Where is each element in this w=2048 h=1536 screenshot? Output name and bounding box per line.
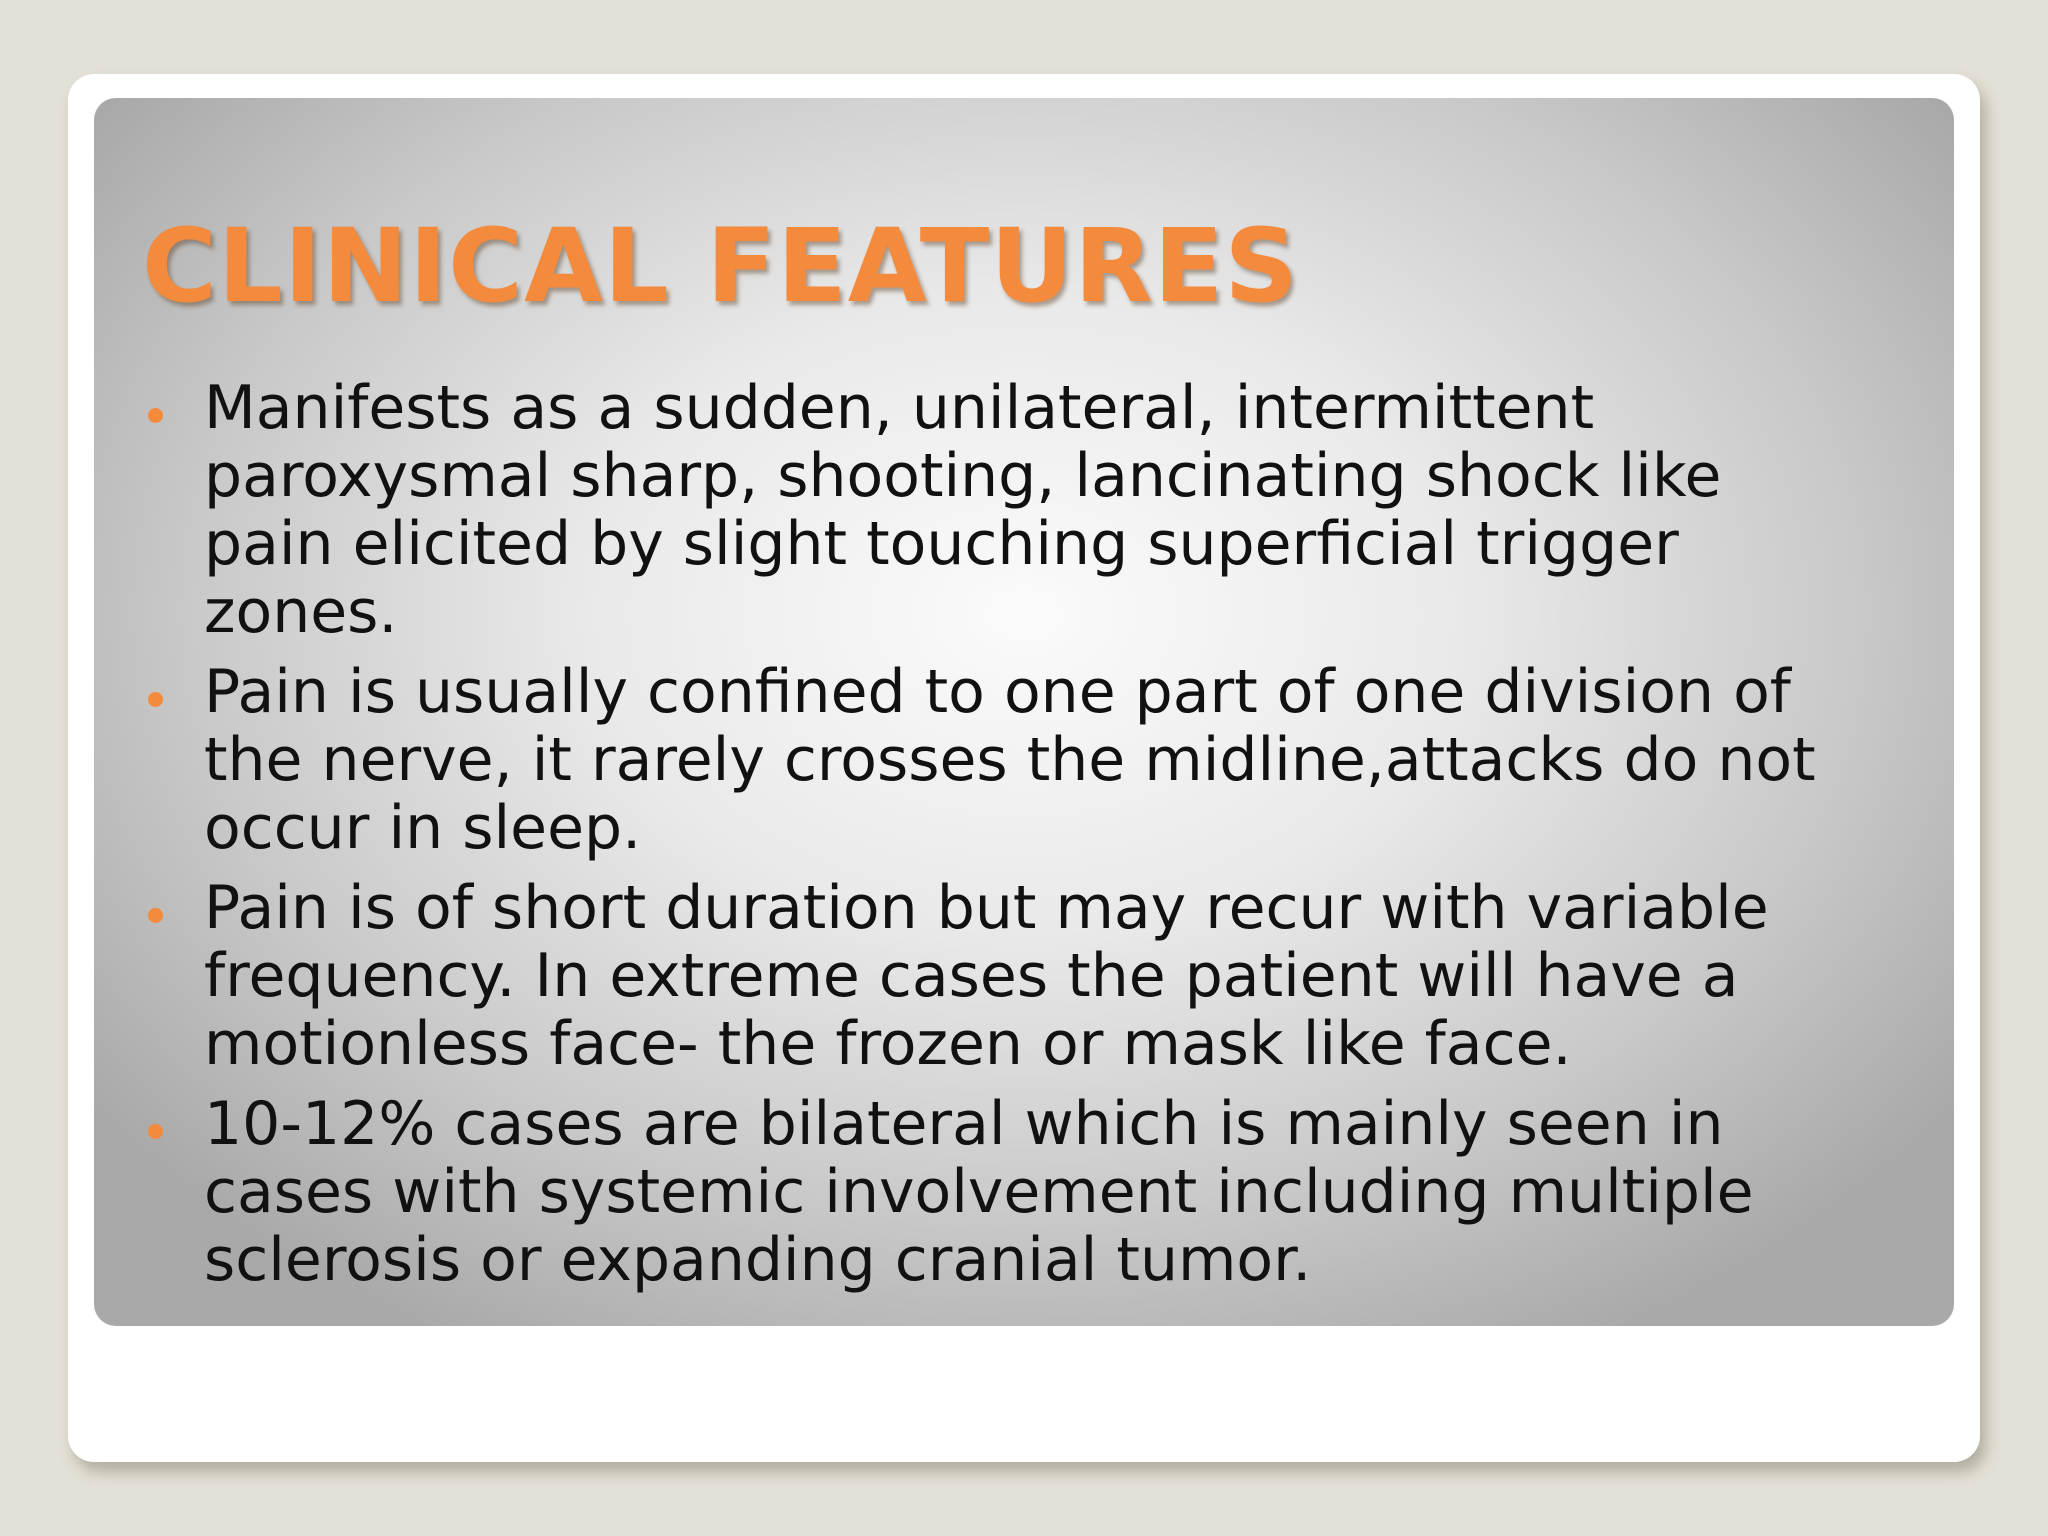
bullet-list	[94, 374, 1934, 1306]
bullet-item-3	[94, 874, 1934, 1078]
bullet-dot-icon	[148, 1124, 163, 1139]
bullet-text-1: Manifests as a sudden, unilateral, intermittent paroxysmal sharp, shooting, lancinating shock like pain elicited by slight touching superficial trigger zones.	[204, 373, 1722, 647]
bullet-text-2: Pain is usually confined to one part of one division of the nerve, it rarely crosses the midline,attacks do not occur in sleep.	[204, 657, 1816, 863]
slide-content-panel	[94, 98, 1954, 1326]
bullet-dot-icon	[148, 408, 163, 423]
bullet-dot-icon	[148, 908, 163, 923]
bullet-item-4	[94, 1090, 1934, 1294]
bullet-text-4: 10-12% cases are bilateral which is mainly seen in cases with systemic involvement including multiple sclerosis or expanding cranial tumor.	[204, 1089, 1754, 1295]
bullet-item-1	[94, 374, 1934, 646]
bullet-text-3: Pain is of short duration but may recur with variable frequency. In extreme cases the patient will have a motionless face- the frozen or mask like face.	[204, 873, 1769, 1079]
slide-title: CLINICAL FEATURES	[142, 207, 1299, 326]
bullet-item-2	[94, 658, 1934, 862]
bullet-dot-icon	[148, 692, 163, 707]
